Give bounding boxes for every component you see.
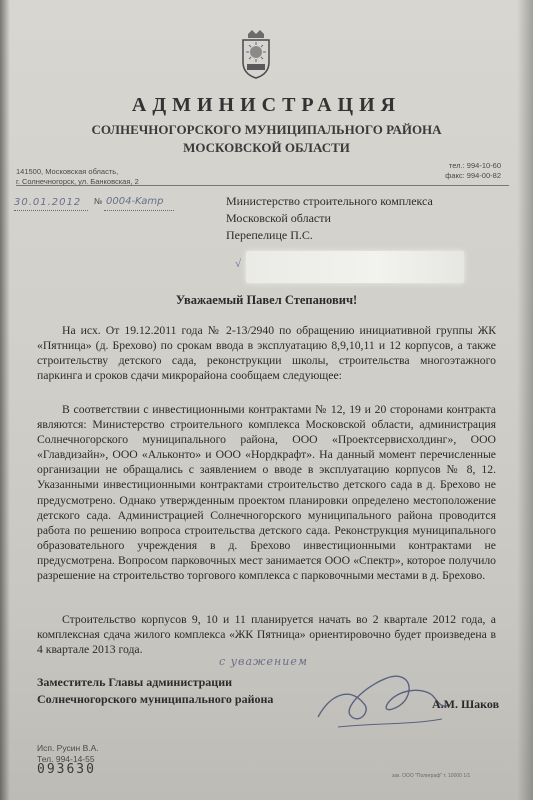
- body-paragraph-2: В соответствии с инвестиционными контрактами № 12, 19 и 20 сторонами контракта являются: Министерство строительного комплекса Московской области, администрация Солнечногорского муниципального района, ООО «Проектсервисхолдинг», ООО «Главдизайн», ООО «Альконто» и ООО «Нордкрафт». На данный момент перечисленные организации не обращались с заявлением о вводе в эксплуатацию корпусов № 8, 12. Указанными инвестиционными контрактами строительство детского сада в д. Брехово не предусмотрено. Однако утвержденным проектом планировки определено местоположение детского сада. Администрацией Солнечногорского муниципального района проводится работа по решению вопроса строительства детского сада. Реконструкция муниципального образовательного учреждения в д. Брехово инвестиционными контрактами не предусмотрена. Вопросом парковочных мест занимается ООО «Спектр», которое получило разрешение на строительство торгового комплекса с парковочными местами в д. Брехово.: [37, 403, 496, 583]
- sender-phone: тел.: 994-10-60: [448, 161, 501, 170]
- registration-number: 0004-Kamp: [106, 196, 164, 207]
- registration-number-prefix: №: [94, 197, 103, 206]
- signer-name: А.М. Шаков: [432, 697, 500, 711]
- registration-date: 30.01.2012: [14, 197, 82, 208]
- body-paragraph-3: Строительство корпусов 9, 10 и 11 планируется начать во 2 квартале 2012 года, а комплексная сдача жилого комплекса «ЖК Пятница» ориентировочно будет произведена в 4 квартале 2013 года.: [37, 613, 496, 657]
- recipient-line1: Министерство строительного комплекса: [226, 194, 433, 208]
- org-subtitle-line1: СОЛНЕЧНОГОРСКОГО МУНИЦИПАЛЬНОГО РАЙОНА: [91, 122, 442, 137]
- signer-position-line1: Заместитель Главы администрации: [37, 675, 233, 689]
- printer-mark: зак. ООО "Полиграф" т. 10000 1/1: [392, 773, 471, 779]
- recipient-line2: Московской области: [226, 211, 331, 225]
- date-dotline: [14, 210, 88, 211]
- executor-name: Исп. Русин В.А.: [37, 743, 99, 753]
- executor-phone: Тел. 994-14-55: [37, 754, 95, 764]
- signer-position-line2: Солнечногорского муниципального района: [37, 692, 274, 706]
- sender-address-line1: 141500, Московская область,: [16, 167, 119, 176]
- number-dotline: [104, 210, 174, 211]
- handwritten-check-mark: √: [235, 258, 242, 270]
- header-divider: [16, 185, 509, 186]
- sender-address-line2: г. Солнечногорск, ул. Банковская, 2: [16, 177, 139, 186]
- handwritten-regards: с уважением: [219, 655, 308, 668]
- body-paragraph-1: На исх. От 19.12.2011 года № 2-13/2940 по обращению инициативной группы ЖК «Пятница» (д. Брехово) по срокам ввода в эксплуатацию 8,9,10,11 и 12 корпусов, а также строительству детского сада, реконструкции школы, строительства многоэтажного паркинга и сроков сдачи микрорайона сообщаем следующее:: [37, 324, 496, 383]
- org-subtitle-line2: МОСКОВСКОЙ ОБЛАСТИ: [183, 140, 350, 155]
- coat-of-arms-icon: [238, 28, 274, 80]
- form-serial-number: 093630: [37, 762, 96, 777]
- greeting: Уважаемый Павел Степанович!: [175, 293, 358, 307]
- recipient-line3: Перепелице П.С.: [226, 228, 313, 242]
- org-title: АДМИНИСТРАЦИЯ: [131, 94, 402, 116]
- redacted-area: [246, 251, 464, 283]
- sender-fax: факс: 994-00-82: [445, 171, 501, 180]
